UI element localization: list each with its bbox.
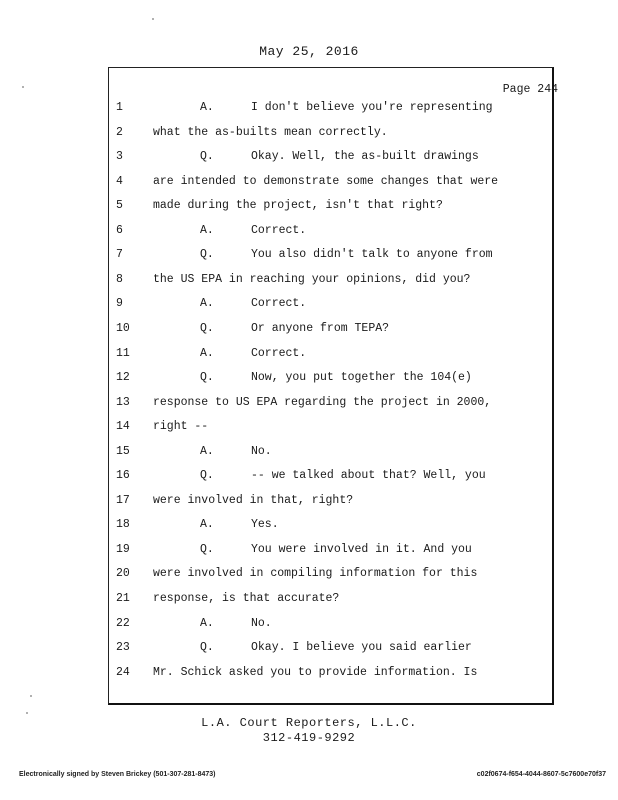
transcript-line	[0, 297, 618, 321]
line-number: 7	[116, 248, 123, 262]
speaker-label: Q.	[200, 641, 214, 655]
line-text	[200, 101, 493, 114]
line-text	[153, 592, 339, 605]
transcript-line	[0, 150, 618, 174]
line-number: 18	[116, 518, 130, 532]
speaker-label: Q.	[200, 542, 214, 556]
testimony-text: Yes.	[251, 518, 279, 532]
line-text	[153, 199, 443, 212]
line-number: 24	[116, 665, 130, 679]
transcript-line	[0, 322, 618, 346]
speaker-label: A.	[200, 223, 214, 237]
transcript-line	[0, 666, 618, 690]
electronic-signature: Electronically signed by Steven Brickey (501-307-281-8473)	[19, 771, 216, 778]
speaker-label: A.	[200, 616, 214, 630]
speaker-label: A.	[200, 518, 214, 532]
line-number: 9	[116, 297, 123, 311]
speaker-label: Q.	[200, 248, 214, 262]
line-text	[153, 494, 353, 507]
line-number: 22	[116, 616, 130, 630]
scan-speck	[152, 18, 154, 20]
line-text	[200, 248, 493, 261]
testimony-text: You were involved in it. And you	[251, 542, 472, 556]
court-reporter-phone: 312-419-9292	[262, 731, 356, 745]
line-text	[153, 175, 498, 188]
testimony-text: You also didn't talk to anyone from	[251, 248, 493, 262]
speaker-label: A.	[200, 444, 214, 458]
line-text	[200, 371, 472, 384]
testimony-text: No.	[251, 616, 272, 630]
scan-speck	[30, 695, 32, 697]
line-number: 8	[116, 272, 123, 286]
testimony-text: Okay. I believe you said earlier	[251, 641, 472, 655]
speaker-label: A.	[200, 101, 214, 114]
line-number: 23	[116, 641, 130, 655]
line-number: 17	[116, 493, 130, 507]
line-text	[200, 543, 472, 556]
transcript-line	[0, 617, 618, 641]
transcript-date: May 25, 2016	[259, 44, 359, 59]
document-id: c02f0674-f654-4044-8607-5c7600e70f37	[476, 771, 606, 778]
page-number: Page 244	[502, 83, 558, 96]
transcript-line	[0, 567, 618, 591]
testimony-text: Correct.	[251, 297, 307, 311]
testimony-text: are intended to demonstrate some changes that were	[153, 174, 499, 188]
line-text	[200, 224, 306, 237]
transcript-line	[0, 347, 618, 371]
line-number: 14	[116, 420, 130, 434]
line-number: 13	[116, 395, 130, 409]
transcript-line	[0, 543, 618, 567]
testimony-text: Correct.	[251, 346, 307, 360]
transcript-line	[0, 445, 618, 469]
testimony-text: were involved in that, right?	[153, 493, 354, 507]
transcript-line	[0, 494, 618, 518]
transcript-line	[0, 224, 618, 248]
line-text	[153, 420, 208, 433]
speaker-label: Q.	[200, 371, 214, 385]
line-number: 20	[116, 567, 130, 581]
testimony-text: were involved in compiling information for this	[153, 567, 478, 581]
testimony-text: Okay. Well, the as-built drawings	[251, 150, 479, 164]
testimony-text: made during the project, isn't that right?	[153, 199, 443, 213]
line-number: 19	[116, 542, 130, 556]
transcript-line	[0, 126, 618, 150]
line-number: 12	[116, 371, 130, 385]
transcript-line	[0, 396, 618, 420]
scan-speck	[22, 86, 24, 88]
testimony-text: I don't believe you're representing	[251, 101, 493, 114]
line-text	[200, 617, 272, 630]
scan-speck	[26, 712, 28, 714]
line-number: 10	[116, 321, 130, 335]
transcript-line	[0, 518, 618, 542]
line-text	[153, 126, 388, 139]
testimony-text: what the as-builts mean correctly.	[153, 125, 388, 139]
line-text	[153, 666, 477, 679]
transcript-line	[0, 420, 618, 444]
speaker-label: Q.	[200, 321, 214, 335]
testimony-text: No.	[251, 444, 272, 458]
line-text	[200, 469, 486, 482]
line-text	[200, 297, 306, 310]
speaker-label: A.	[200, 346, 214, 360]
transcript-line	[0, 371, 618, 395]
line-number: 2	[116, 125, 123, 139]
transcript-line	[0, 248, 618, 272]
transcript-line	[0, 273, 618, 297]
line-number: 4	[116, 174, 123, 188]
speaker-label: Q.	[200, 469, 214, 483]
transcript-line	[0, 199, 618, 223]
line-number: 15	[116, 444, 130, 458]
line-number: 6	[116, 223, 123, 237]
line-number: 21	[116, 592, 130, 605]
transcript-line	[0, 175, 618, 199]
transcript-line	[0, 101, 618, 125]
testimony-text: the US EPA in reaching your opinions, did you?	[153, 272, 471, 286]
testimony-text: Or anyone from TEPA?	[251, 321, 390, 335]
line-text	[200, 347, 306, 360]
transcript-line	[0, 641, 618, 665]
transcript-line	[0, 469, 618, 493]
line-text	[153, 273, 470, 286]
testimony-text: Correct.	[251, 223, 307, 237]
line-text	[153, 396, 491, 409]
testimony-text: -- we talked about that? Well, you	[251, 469, 486, 483]
line-number: 11	[116, 346, 130, 360]
transcript-line	[0, 592, 618, 616]
speaker-label: A.	[200, 297, 214, 311]
line-number: 3	[116, 150, 123, 164]
testimony-text: Now, you put together the 104(e)	[251, 371, 472, 385]
speaker-label: Q.	[200, 150, 214, 164]
court-reporter-name: L.A. Court Reporters, L.L.C.	[201, 716, 417, 730]
testimony-text: Mr. Schick asked you to provide information. Is	[153, 665, 478, 679]
line-text	[200, 445, 272, 458]
line-number: 1	[116, 101, 123, 114]
line-number: 5	[116, 199, 123, 213]
line-text	[200, 641, 472, 654]
line-text	[200, 150, 479, 163]
testimony-text: right --	[153, 420, 209, 434]
line-text	[200, 518, 279, 531]
line-text	[200, 322, 389, 335]
testimony-text: response to US EPA regarding the project in 2000,	[153, 395, 492, 409]
testimony-text: response, is that accurate?	[153, 592, 340, 605]
line-number: 16	[116, 469, 130, 483]
line-text	[153, 567, 477, 580]
